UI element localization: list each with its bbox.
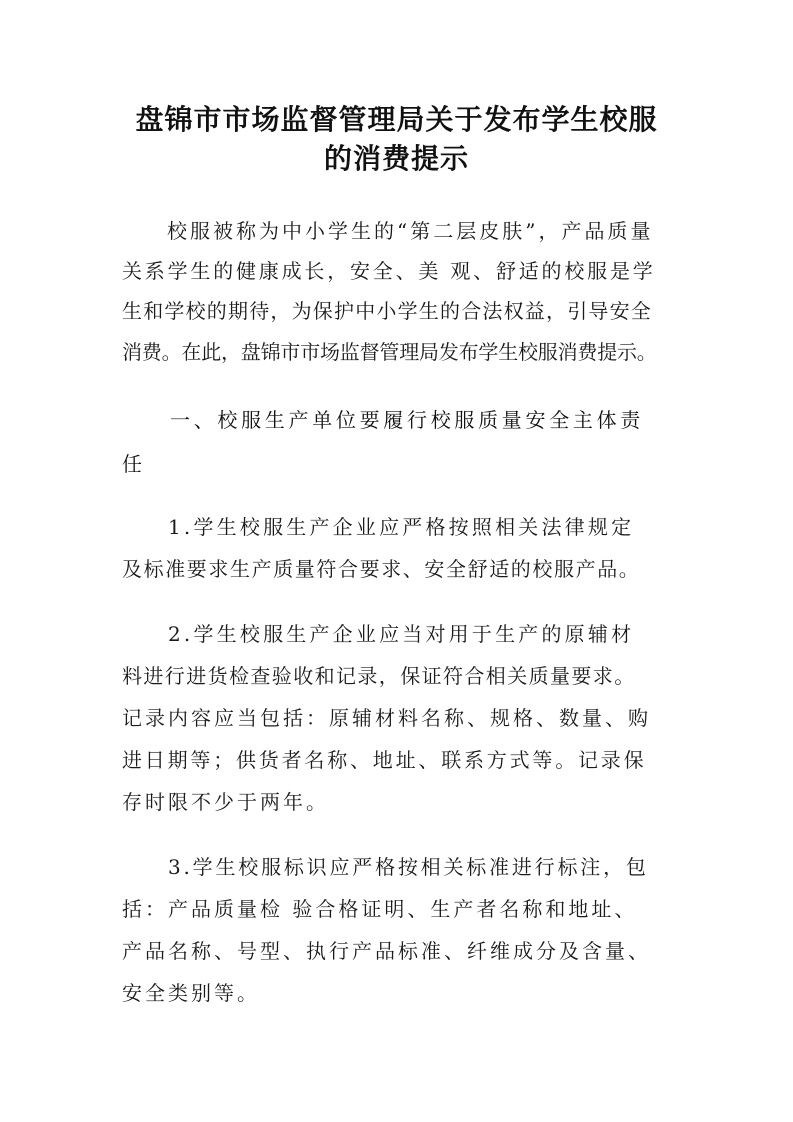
item-3-line-4: 安全类别等。	[122, 981, 260, 1005]
section-1-heading-line-2: 任	[122, 452, 142, 476]
item-3-line-2: 括：产品质量检 验合格证明、生产者名称和地址、	[122, 897, 638, 921]
item-1-line-2: 及标准要求生产质量符合要求、安全舒适的校服产品。	[122, 557, 641, 581]
section-1-heading-line-1: 一、校服生产单位要履行校服质量安全主体责	[170, 408, 644, 432]
document-title-line-2: 的消费提示	[323, 142, 469, 175]
item-3-line-3: 产品名称、号型、执行产品标准、纤维成分及含量、	[122, 939, 651, 963]
item-1-line-1: 1.学生校服生产企业应严格按照相关法律规定	[168, 515, 635, 539]
item-3-line-1: 3.学生校服标识应严格按相关标准进行标注，包	[168, 855, 649, 879]
document-title-line-1: 盘锦市市场监督管理局关于发布学生校服	[135, 103, 658, 136]
intro-line-3: 生和学校的期待，为保护中小学生的合法权益，引导安全	[122, 299, 652, 323]
item-2-line-2: 料进行进货检查验收和记录，保证符合相关质量要求。	[122, 664, 636, 688]
intro-line-2: 关系学生的健康成长，安全、美 观、舒适的校服是学	[122, 259, 656, 283]
item-2-line-5: 存时限不少于两年。	[122, 790, 329, 814]
item-2-line-1: 2.学生校服生产企业应当对用于生产的原辅材	[168, 622, 635, 646]
item-2-line-4: 进日期等；供货者名称、地址、联系方式等。记录保	[122, 748, 647, 772]
intro-line-4: 消费。在此，盘锦市市场监督管理局发布学生校服消费提示。	[122, 340, 657, 364]
intro-line-1: 校服被称为中小学生的“第二层皮肤”，产品质量	[167, 219, 654, 243]
item-2-line-3: 记录内容应当包括：原辅材料名称、规格、数量、购	[122, 706, 651, 730]
